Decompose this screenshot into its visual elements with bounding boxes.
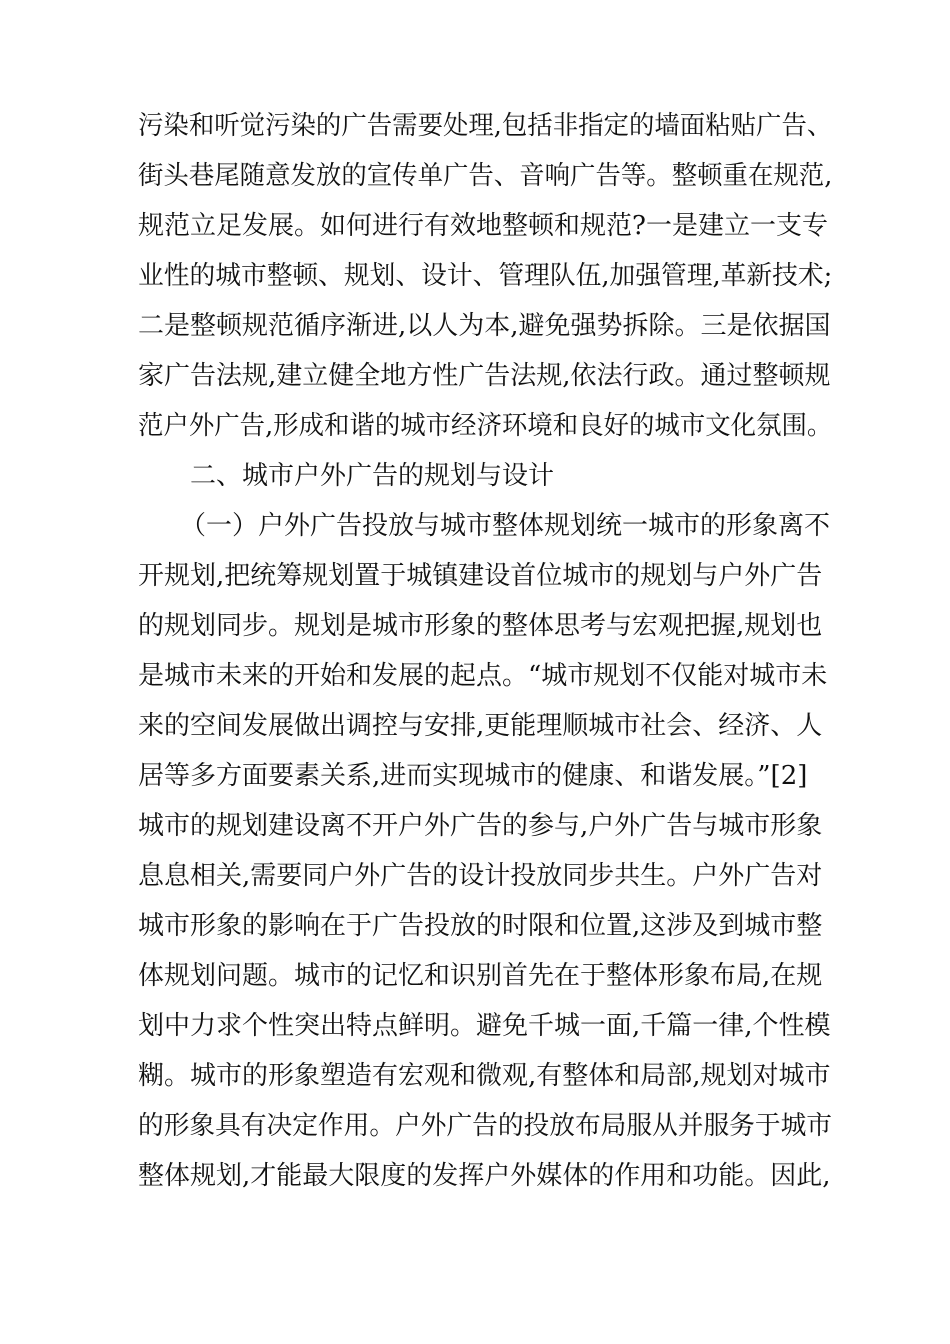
section-heading: 二、城市户外广告的规划与设计	[190, 461, 555, 491]
text-line: 整体规划,才能最大限度的发挥户外媒体的作用和功能。因此,	[138, 1161, 831, 1191]
text-line: 开规划,把统筹规划置于城镇建设首位城市的规划与户外广告	[138, 561, 823, 591]
text-line: 糊。城市的形象塑造有宏观和微观,有整体和局部,规划对城市	[138, 1061, 831, 1091]
text-line: 的形象具有决定作用。户外广告的投放布局服从并服务于城市	[138, 1111, 833, 1141]
text-line: 城市形象的影响在于广告投放的时限和位置,这涉及到城市整	[138, 911, 823, 941]
text-line: 体规划问题。城市的记忆和识别首先在于整体形象布局,在规	[138, 961, 823, 991]
text-line: 污染和听觉污染的广告需要处理,包括非指定的墙面粘贴广告、	[138, 111, 833, 141]
text-line: 的规划同步。规划是城市形象的整体思考与宏观把握,规划也	[138, 611, 823, 641]
text-line: 息息相关,需要同户外广告的设计投放同步共生。户外广告对	[138, 861, 823, 891]
text-line: 家广告法规,建立健全地方性广告法规,依法行政。通过整顿规	[138, 361, 831, 391]
subsection-heading: （一）户外广告投放与城市整体规划统一城市的形象离不	[180, 511, 831, 541]
text-line: 业性的城市整顿、规划、设计、管理队伍,加强管理,革新技术;	[138, 261, 833, 291]
text-line: 范户外广告,形成和谐的城市经济环境和良好的城市文化氛围。	[138, 411, 833, 441]
text-line: 居等多方面要素关系,进而实现城市的健康、和谐发展。”[2]	[138, 761, 808, 791]
text-line: 是城市未来的开始和发展的起点。“城市规划不仅能对城市未	[138, 661, 828, 691]
text-line: 城市的规划建设离不开户外广告的参与,户外广告与城市形象	[138, 811, 823, 841]
text-line: 街头巷尾随意发放的宣传单广告、音响广告等。整顿重在规范,	[138, 161, 833, 191]
text-line: 来的空间发展做出调控与安排,更能理顺城市社会、经济、人	[138, 711, 823, 741]
text-line: 二是整顿规范循序渐进,以人为本,避免强势拆除。三是依据国	[138, 311, 831, 341]
text-line: 划中力求个性突出特点鲜明。避免千城一面,千篇一律,个性模	[138, 1011, 831, 1041]
text-line: 规范立足发展。如何进行有效地整顿和规范?一是建立一支专	[138, 211, 828, 241]
